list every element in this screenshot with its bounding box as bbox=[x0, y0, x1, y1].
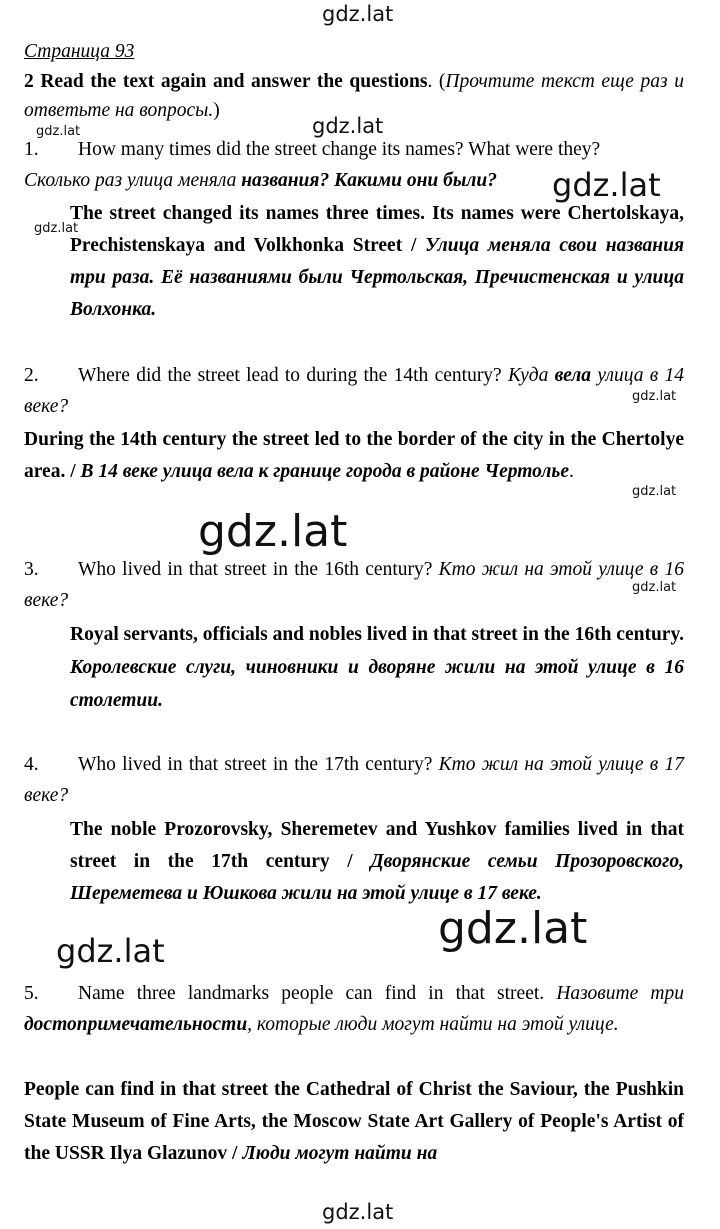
watermark-medium: gdz.lat bbox=[56, 932, 165, 970]
question-4: 4. Who lived in that street in the 17th century? Кто жил на этой улице в 17 веке? bbox=[24, 754, 684, 806]
question-5: 5. Name three landmarks people can find in that street. Назовите три достопримечательности, которые люди могут найти на этой улице. bbox=[24, 983, 684, 1035]
watermark-top: gdz.lat bbox=[322, 2, 394, 26]
watermark-big: gdz.lat bbox=[198, 506, 348, 557]
watermark-medium: gdz.lat bbox=[552, 166, 661, 204]
watermark-medium: gdz.lat bbox=[312, 114, 384, 138]
task-title-ru: Прочтите текст еще раз и ответьте на вопросы. bbox=[24, 71, 684, 121]
watermark-bottom: gdz.lat bbox=[322, 1200, 394, 1224]
watermark-small: gdz.lat bbox=[36, 124, 81, 139]
question-1: 1. How many times did the street change its names? What were they? Сколько раз улица меняла названия? Какими они были? bbox=[24, 139, 601, 191]
task-title: 2 Read the text again and answer the questions bbox=[24, 71, 428, 92]
answer-2: During the 14th century the street led to the border of the city in the Chertolye area. / В 14 веке улица вела к границе города в районе Чертолье. bbox=[24, 429, 684, 482]
task-header: 2 Read the text again and answer the questions. (Прочтите текст еще раз и ответьте на вопросы.) bbox=[24, 71, 684, 121]
answer-4: The noble Prozorovsky, Sheremetev and Yushkov families lived in that street in the 17th century / Дворянские семьи Прозоровского, Шереметева и Юшкова жили на этой улице в 17 веке. bbox=[70, 819, 684, 904]
question-2: 2. Where did the street lead to during the 14th century? Куда вела улица в 14 веке? bbox=[24, 365, 685, 417]
answer-1: The street changed its names three times. Its names were Chertolskaya, Prechistenskaya and Volkhonka Street / Улица меняла свои названия три раза. Её названиями были Чертольская, Пречистенская и улица Волхонка. bbox=[70, 203, 685, 320]
answer-3: Royal servants, officials and nobles lived in that street in the 16th century. Королевские слуги, чиновники и дворяне жили на этой улице в 16 столетии. bbox=[70, 624, 684, 711]
answer-5: People can find in that street the Cathedral of Christ the Saviour, the Pushkin State Museum of Fine Arts, the Moscow State Art Gallery of People's Artist of the USSR Ilya Glazunov / Люди могут найти на bbox=[24, 1079, 684, 1164]
watermark-small: gdz.lat bbox=[632, 484, 677, 499]
page-label: Страница 93 bbox=[24, 41, 135, 62]
watermark-small: gdz.lat bbox=[632, 389, 677, 404]
watermark-small: gdz.lat bbox=[34, 221, 79, 236]
question-3: 3. Who lived in that street in the 16th century? Кто жил на этой улице в 16 веке? bbox=[24, 559, 684, 611]
watermark-small: gdz.lat bbox=[632, 580, 677, 595]
watermark-big: gdz.lat bbox=[438, 903, 588, 954]
